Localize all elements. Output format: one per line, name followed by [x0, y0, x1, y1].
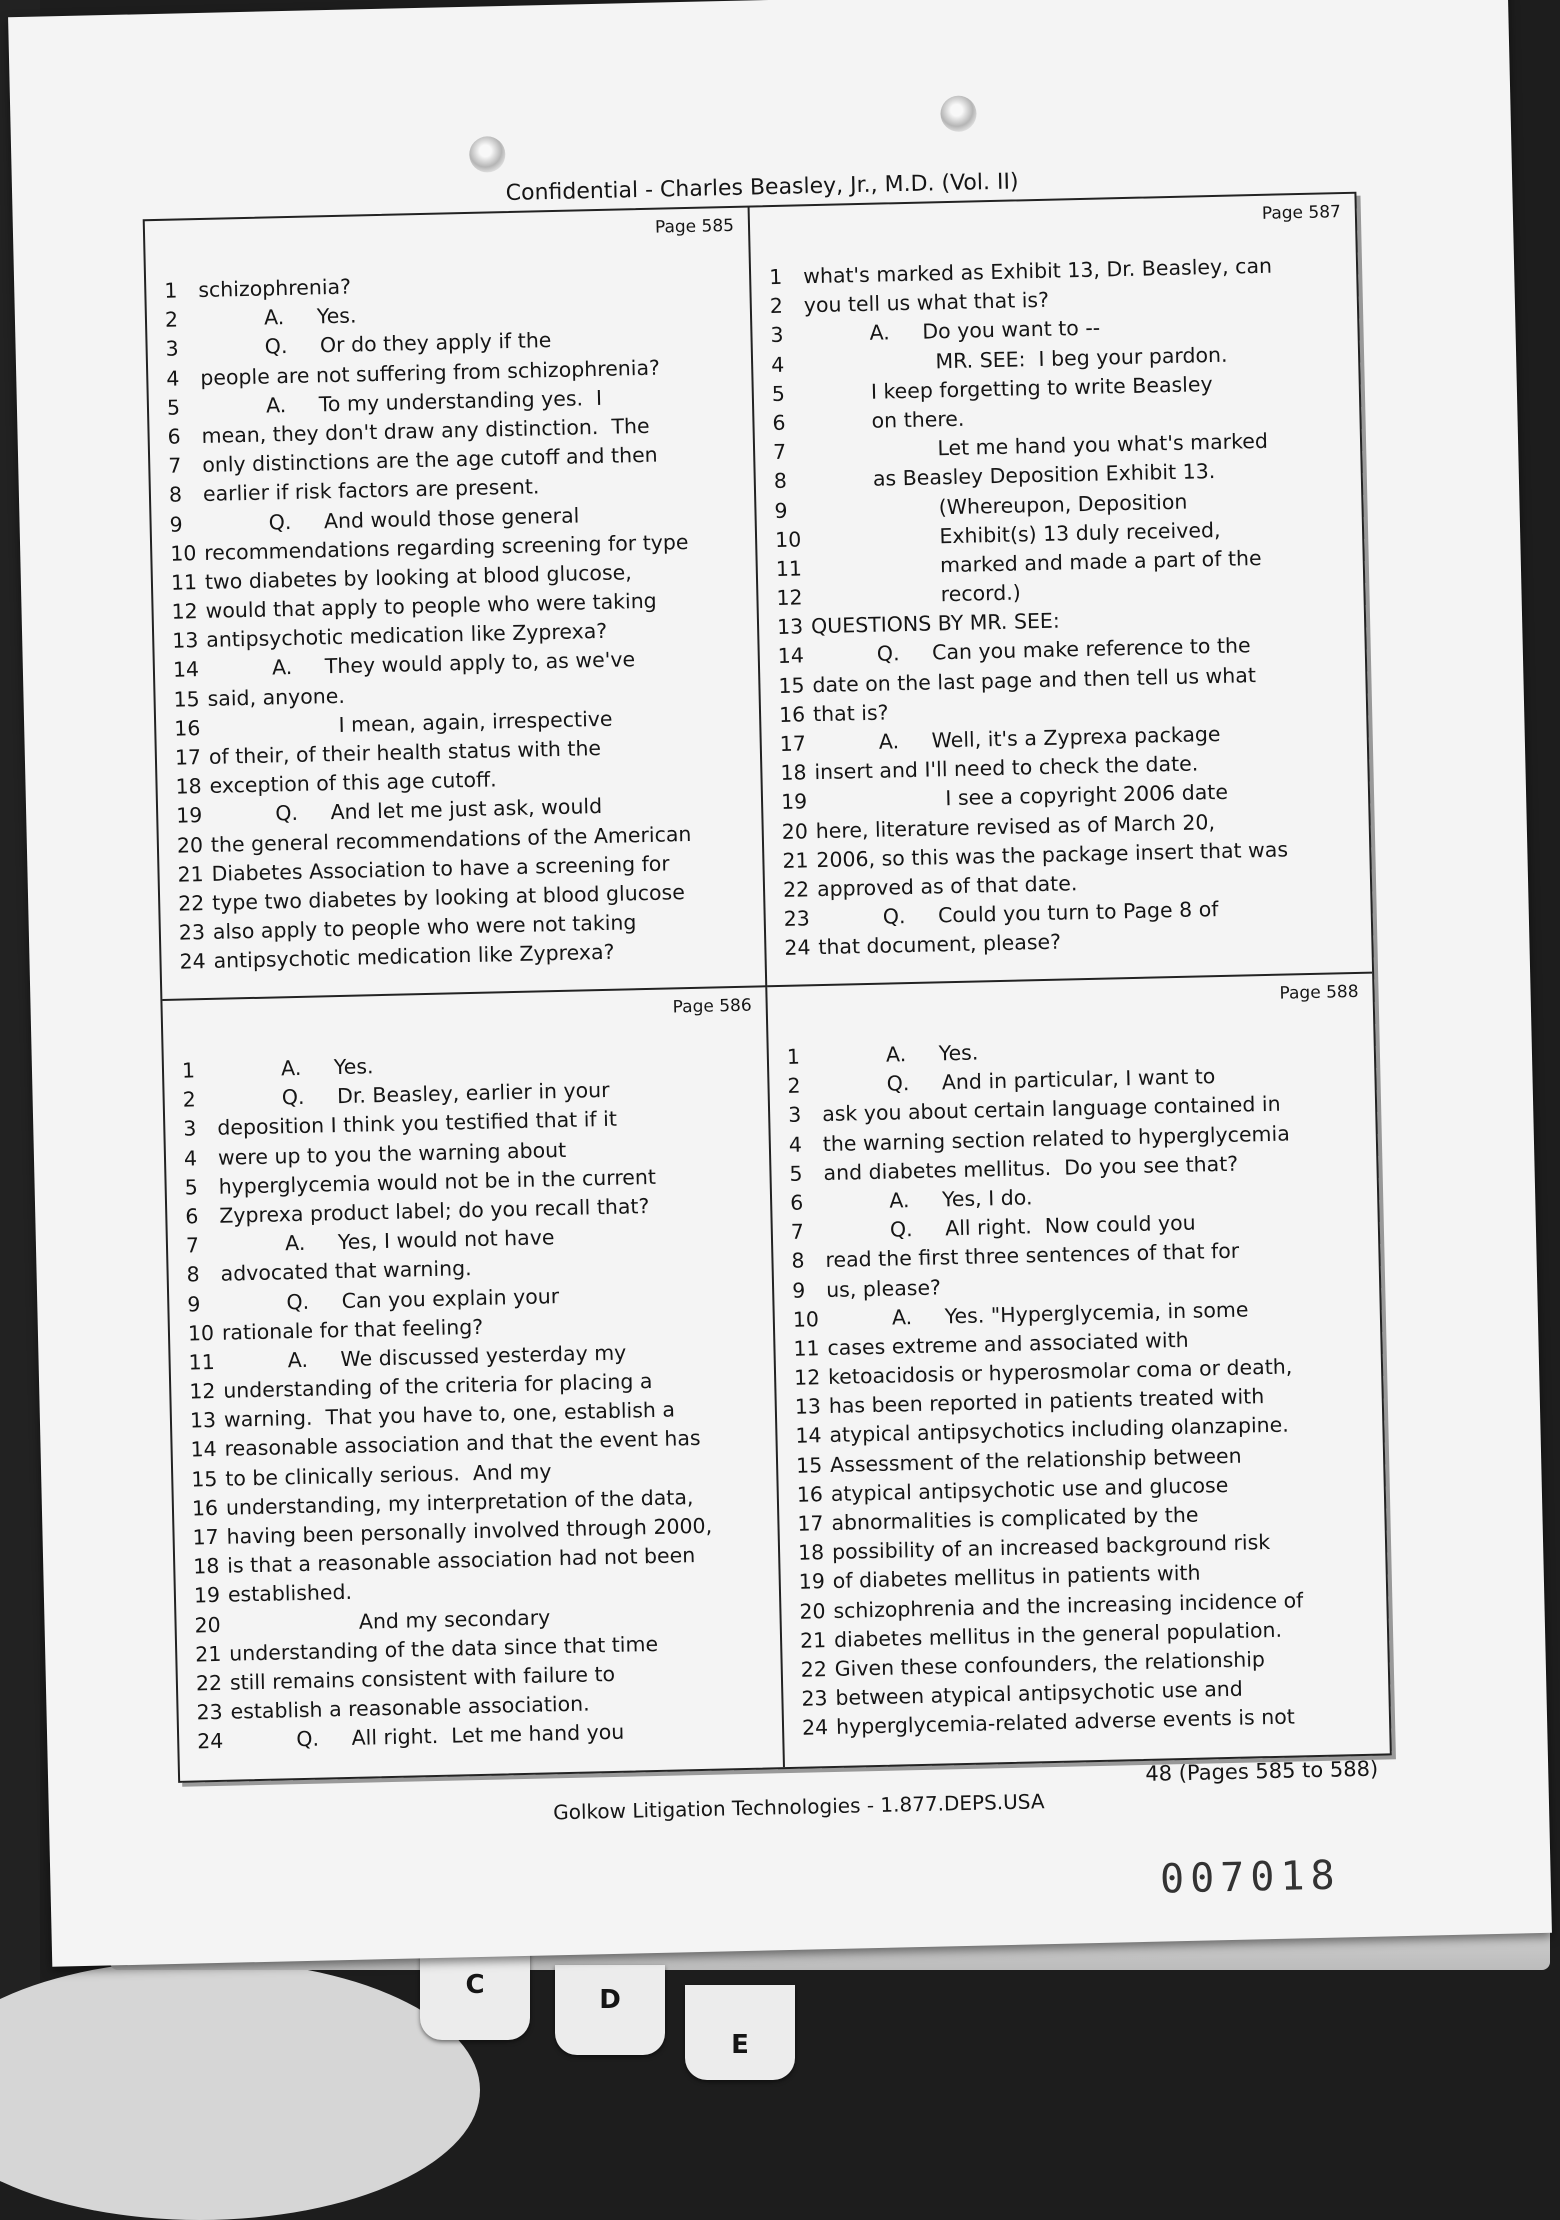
line-number: 21: [177, 861, 204, 887]
line-text: only distinctions are the age cutoff and then: [202, 442, 658, 478]
transcript-lines: [164, 264, 747, 977]
line-text: I keep forgetting to write Beasley: [805, 371, 1213, 406]
line-text: I mean, again, irrespective: [207, 706, 613, 740]
line-text: Q. And let me just ask, would: [209, 794, 603, 828]
line-number: 10: [170, 540, 197, 566]
page-header: Confidential - Charles Beasley, Jr., M.D. (Vol. II): [505, 169, 1019, 207]
page-footer: Golkow Litigation Technologies - 1.877.DEPS.USA: [552, 1789, 1045, 1825]
line-text: the warning section related to hyperglycemia: [822, 1121, 1291, 1156]
line-text: Assessment of the relationship between: [829, 1443, 1242, 1477]
line-number: 20: [781, 818, 809, 844]
line-number: 14: [172, 657, 200, 683]
line-number: 24: [784, 935, 811, 961]
line-text: Let me hand you what's marked: [806, 428, 1269, 464]
line-number: 8: [186, 1262, 200, 1287]
line-number: 22: [195, 1670, 223, 1696]
line-number: 21: [799, 1627, 827, 1653]
transcript-lines: [182, 1044, 765, 1757]
line-text: Diabetes Association to have a screening for: [211, 851, 671, 886]
bates-number: 007018: [1159, 1852, 1342, 1903]
line-number: 1: [164, 278, 178, 303]
transcript-page-585: [145, 207, 768, 1001]
line-number: 6: [167, 424, 181, 449]
line-number: 23: [801, 1686, 828, 1711]
divider-tab-e[interactable]: E: [685, 1985, 795, 2080]
line-number: 9: [791, 1278, 806, 1303]
line-number: 10: [187, 1320, 215, 1346]
line-text: A. To my understanding yes. I: [200, 385, 603, 419]
page-label: Page 587: [1261, 202, 1342, 224]
line-number: 20: [176, 832, 204, 858]
line-text: hyperglycemia would not be in the current: [218, 1164, 657, 1199]
line-text: antipsychotic medication like Zyprexa?: [213, 940, 615, 974]
punch-hole: [940, 95, 977, 132]
line-number: 7: [772, 439, 787, 465]
line-number: 18: [192, 1554, 220, 1579]
page-label: Page 585: [654, 215, 735, 238]
line-number: 15: [173, 686, 200, 712]
transcript-page-588: [767, 974, 1390, 1768]
line-text: A. Do you want to --: [804, 315, 1101, 347]
line-text: Q. All right. Let me hand you: [230, 1720, 625, 1753]
line-number: 13: [794, 1394, 822, 1420]
line-number: 14: [795, 1423, 822, 1449]
line-number: 7: [790, 1219, 805, 1244]
line-number: 10: [792, 1306, 820, 1332]
line-number: 12: [776, 585, 803, 611]
line-number: 9: [187, 1291, 201, 1317]
line-text: A. Yes, I would not have: [219, 1225, 555, 1257]
line-text: that is?: [812, 700, 889, 726]
line-text: having been personally involved through 2000,: [226, 1513, 713, 1549]
line-text: A. Yes.: [198, 303, 357, 332]
line-number: 18: [175, 774, 202, 799]
line-number: 8: [791, 1248, 805, 1274]
line-text: Q. And would those general: [203, 502, 580, 536]
line-text: understanding, my interpretation of the data,: [225, 1484, 694, 1520]
line-text: date on the last page and then tell us what: [812, 662, 1257, 697]
line-text: that document, please?: [818, 929, 1062, 960]
line-number: 3: [165, 336, 179, 362]
line-number: 8: [773, 469, 788, 494]
line-number: 5: [166, 395, 181, 420]
line-number: 21: [782, 848, 809, 873]
line-number: 16: [796, 1481, 824, 1507]
line-text: establish a reasonable association.: [230, 1691, 590, 1724]
line-number: 17: [192, 1524, 219, 1550]
line-text: ask you about certain language contained in: [821, 1092, 1281, 1127]
line-text: recommendations regarding screening for type: [203, 529, 689, 565]
line-number: 19: [175, 803, 203, 829]
line-text: schizophrenia?: [198, 274, 352, 303]
divider-tab-d[interactable]: D: [555, 1965, 665, 2055]
line-number: 20: [799, 1598, 826, 1624]
document-page: [8, 0, 1552, 1967]
transcript-page-587: [750, 194, 1373, 988]
line-number: 14: [777, 643, 805, 669]
line-text: said, anyone.: [207, 683, 346, 711]
line-text: were up to you the warning about: [217, 1137, 567, 1170]
line-text: Exhibit(s) 13 duly received,: [808, 517, 1221, 551]
line-text: Q. And in particular, I want to: [821, 1064, 1216, 1098]
page-label: Page 588: [1279, 981, 1359, 1004]
line-number: 12: [793, 1365, 821, 1390]
line-number: 11: [775, 556, 803, 581]
transcript-grid: [143, 192, 1392, 1783]
line-number: 19: [193, 1583, 221, 1608]
line-number: 19: [798, 1569, 826, 1595]
line-text: A. We discussed yesterday my: [222, 1340, 627, 1374]
line-text: also apply to people who were not taking: [212, 910, 637, 944]
line-text: Q. All right. Now could you: [824, 1210, 1196, 1244]
line-text: (Whereupon, Deposition: [808, 489, 1188, 522]
line-number: 12: [171, 599, 198, 624]
line-number: 7: [185, 1233, 200, 1258]
line-text: antipsychotic medication like Zyprexa?: [205, 619, 608, 653]
line-text: A. Yes.: [215, 1054, 374, 1082]
line-text: you tell us what that is?: [803, 287, 1050, 318]
line-text: A. They would apply to, as we've: [206, 647, 636, 682]
line-text: I see a copyright 2006 date: [814, 780, 1229, 814]
line-text: schizophrenia and the increasing incidence of: [833, 1587, 1304, 1623]
line-number: 2: [769, 293, 784, 319]
line-number: 5: [771, 381, 786, 406]
line-text: Q. Dr. Beasley, earlier in your: [216, 1078, 610, 1111]
line-text: read the first three sentences of that for: [825, 1238, 1240, 1273]
line-number: 11: [170, 570, 198, 595]
line-text: Q. Can you make reference to the: [811, 633, 1251, 668]
line-number: 16: [173, 715, 201, 741]
line-number: 8: [168, 482, 183, 508]
line-text: mean, they don't draw any distinction. The: [201, 413, 650, 448]
line-text: still remains consistent with failure to: [229, 1661, 616, 1695]
line-number: 18: [797, 1540, 825, 1565]
line-text: A. Well, it's a Zyprexa package: [813, 721, 1221, 756]
line-number: 21: [194, 1641, 222, 1667]
line-text: has been reported in patients treated with: [828, 1384, 1265, 1419]
transcript-page-586: [162, 987, 785, 1781]
line-number: 17: [779, 731, 807, 756]
line-text: deposition I think you testified that if it: [217, 1107, 618, 1141]
page-label: Page 586: [672, 995, 752, 1018]
line-number: 2: [164, 307, 179, 332]
line-number: 7: [168, 453, 182, 478]
line-number: 22: [800, 1657, 828, 1682]
line-text: understanding of the data since that time: [228, 1631, 659, 1666]
line-number: 22: [782, 877, 810, 902]
line-number: 16: [778, 702, 806, 727]
line-number: 14: [190, 1437, 217, 1462]
line-number: 13: [776, 614, 804, 640]
line-number: 3: [183, 1116, 197, 1141]
line-number: 6: [772, 410, 786, 435]
line-text: established.: [227, 1580, 353, 1608]
line-number: 15: [778, 672, 805, 698]
line-number: 23: [783, 906, 811, 932]
line-text: as Beasley Deposition Exhibit 13.: [807, 459, 1216, 493]
line-text: ketoacidosis or hyperosmolar coma or death,: [827, 1354, 1293, 1390]
line-number: 6: [789, 1190, 804, 1215]
line-number: 15: [191, 1466, 218, 1492]
punch-hole: [469, 136, 506, 173]
line-number: 9: [774, 498, 788, 523]
line-number: 19: [780, 789, 808, 815]
line-text: diabetes mellitus in the general population.: [833, 1617, 1283, 1652]
line-number: 5: [184, 1175, 198, 1200]
line-text: marked and made a part of the: [809, 545, 1262, 581]
line-number: 3: [787, 1102, 802, 1128]
line-number: 24: [801, 1715, 829, 1741]
line-number: 13: [171, 628, 199, 653]
line-text: Q. Or do they apply if the: [199, 328, 552, 361]
line-text: A. Yes.: [820, 1040, 979, 1069]
line-text: Given these confounders, the relationship: [834, 1647, 1266, 1681]
line-text: insert and I'll need to check the date.: [814, 751, 1199, 785]
line-text: us, please?: [825, 1274, 942, 1302]
line-number: 1: [768, 264, 783, 290]
line-number: 18: [780, 760, 807, 786]
line-text: QUESTIONS BY MR. SEE:: [810, 608, 1061, 639]
line-text: on there.: [806, 406, 965, 435]
line-text: is that a reasonable association had not been: [226, 1543, 696, 1578]
line-number: 9: [169, 511, 183, 537]
line-number: 4: [166, 366, 180, 391]
line-text: to be clinically serious. And my: [225, 1458, 552, 1491]
line-text: possibility of an increased background risk: [831, 1530, 1271, 1565]
line-number: 22: [177, 890, 205, 916]
line-text: of diabetes mellitus in patients with: [832, 1560, 1201, 1594]
line-text: atypical antipsychotic use and glucose: [830, 1472, 1229, 1506]
line-text: record.): [810, 580, 1021, 610]
line-number: 12: [189, 1378, 216, 1404]
line-text: people are not suffering from schizophrenia?: [200, 355, 661, 390]
line-text: And my secondary: [228, 1604, 551, 1637]
line-text: would that apply to people who were taking: [205, 588, 657, 623]
line-text: 2006, so this was the package insert that was: [816, 837, 1289, 872]
line-number: 23: [196, 1699, 223, 1725]
line-text: exception of this age cutoff.: [209, 767, 497, 799]
line-number: 6: [185, 1204, 199, 1229]
line-number: 5: [789, 1161, 803, 1186]
line-text: type two diabetes by looking at blood glucose: [211, 880, 686, 915]
line-text: MR. SEE: I beg your pardon.: [804, 342, 1228, 376]
line-number: 15: [795, 1452, 823, 1478]
line-text: A. Yes. "Hyperglycemia, in some: [826, 1297, 1249, 1331]
line-number: 1: [786, 1044, 801, 1069]
line-text: Q. Could you turn to Page 8 of: [817, 897, 1219, 931]
line-text: warning. That you have to, one, establish a: [223, 1397, 676, 1432]
line-text: A. Yes, I do.: [823, 1185, 1033, 1214]
line-text: Q. Can you explain your: [221, 1283, 560, 1316]
line-text: earlier if risk factors are present.: [202, 474, 540, 507]
line-text: atypical antipsychotics including olanzapine.: [829, 1413, 1290, 1448]
line-number: 24: [179, 949, 206, 974]
cup-object: [0, 1960, 480, 2220]
line-number: 17: [174, 745, 202, 770]
line-number: 17: [797, 1511, 824, 1536]
line-number: 10: [774, 527, 802, 552]
line-number: 23: [178, 920, 206, 945]
line-text: understanding of the criteria for placing a: [223, 1369, 653, 1403]
line-text: advocated that warning.: [220, 1256, 472, 1287]
line-text: between atypical antipsychotic use and: [835, 1676, 1244, 1711]
line-text: and diabetes mellitus. Do you see that?: [823, 1151, 1239, 1185]
divider-tab-c[interactable]: C: [420, 1950, 530, 2040]
line-number: 13: [189, 1408, 217, 1433]
line-text: approved as of that date.: [816, 871, 1078, 902]
line-number: 2: [787, 1073, 801, 1099]
line-text: abnormalities is complicated by the: [831, 1502, 1199, 1535]
line-text: of their, of their health status with the: [208, 736, 602, 769]
transcript-lines: [787, 1030, 1372, 1743]
line-text: cases extreme and associated with: [827, 1327, 1189, 1360]
line-number: 3: [770, 323, 784, 348]
line-text: what's marked as Exhibit 13, Dr. Beasley, can: [802, 253, 1273, 289]
line-text: reasonable association and that the event has: [224, 1426, 701, 1462]
line-number: 4: [770, 352, 785, 377]
line-number: 16: [191, 1495, 219, 1521]
line-text: here, literature revised as of March 20,: [815, 809, 1216, 843]
line-number: 1: [181, 1058, 196, 1083]
line-number: 11: [793, 1336, 820, 1361]
line-number: 4: [788, 1132, 803, 1157]
line-number: 24: [196, 1729, 224, 1754]
line-number: 4: [183, 1145, 198, 1171]
page-count: 48 (Pages 585 to 588): [1145, 1756, 1379, 1786]
transcript-lines: [769, 250, 1354, 963]
line-number: 2: [182, 1087, 196, 1112]
line-text: hyperglycemia-related adverse events is not: [835, 1704, 1296, 1740]
line-text: rationale for that feeling?: [221, 1314, 484, 1345]
line-text: two diabetes by looking at blood glucose,: [204, 560, 633, 594]
line-text: Zyprexa product label; do you recall that?: [219, 1193, 650, 1228]
line-number: 11: [188, 1349, 215, 1375]
line-number: 20: [194, 1612, 221, 1638]
line-text: the general recommendations of the American: [210, 821, 692, 857]
